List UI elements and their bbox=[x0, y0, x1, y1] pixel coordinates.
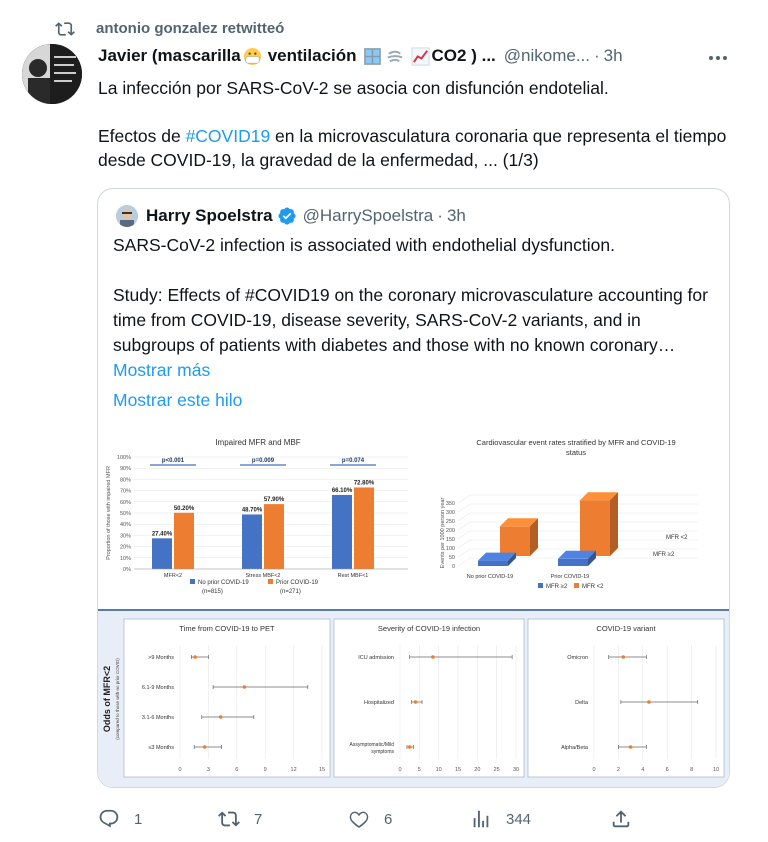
forest1-xtick: 0 bbox=[178, 767, 182, 773]
forest2-title: Severity of COVID-19 infection bbox=[377, 624, 481, 633]
forest2-category-label: symptoms bbox=[371, 749, 394, 755]
chart1-bar bbox=[242, 514, 262, 569]
forest3-point-estimate bbox=[621, 655, 625, 659]
chart1-bar bbox=[264, 504, 284, 569]
quoted-author-avatar[interactable] bbox=[116, 205, 138, 227]
quoted-author-handle[interactable]: @HarrySpoelstra bbox=[302, 206, 434, 225]
share-action[interactable] bbox=[610, 808, 632, 830]
chart2-bar-side bbox=[610, 492, 618, 556]
share-icon bbox=[610, 808, 632, 830]
chart1-ytick: 30% bbox=[119, 533, 131, 540]
retweet-header bbox=[60, 20, 284, 37]
more-options-icon[interactable] bbox=[706, 46, 730, 70]
forest1-title: Time from COVID-19 to PET bbox=[179, 624, 275, 633]
study-figure[interactable] bbox=[98, 433, 730, 788]
forest3-category-label: Alpha/Beta bbox=[561, 745, 588, 751]
quoted-tweet[interactable] bbox=[97, 188, 730, 788]
chart1-legend-n: (n=815) bbox=[202, 589, 223, 595]
forest3-category-label: Delta bbox=[575, 700, 588, 706]
forest1-category-label: >9 Months bbox=[148, 655, 174, 661]
forest3-category-label: Omicron bbox=[567, 655, 588, 661]
forest3-xtick: 10 bbox=[712, 767, 720, 773]
chart1-data-label: 57.90% bbox=[263, 497, 285, 504]
chart1-data-label: 66.10% bbox=[331, 487, 353, 494]
chart2-ytick: 0 bbox=[451, 564, 455, 570]
forest2-xtick: 15 bbox=[454, 767, 462, 773]
tweet-timestamp[interactable]: 3h bbox=[603, 46, 623, 65]
reply-action[interactable] bbox=[98, 808, 218, 830]
forest1-category-label: 6.1-9 Months bbox=[141, 685, 174, 691]
chart1-legend-swatch bbox=[268, 579, 273, 584]
forest2-panel bbox=[334, 619, 524, 777]
window-emoji-icon bbox=[363, 47, 382, 66]
heart-icon bbox=[348, 808, 370, 830]
chart1-ytick: 60% bbox=[119, 499, 131, 506]
retweet-icon bbox=[55, 19, 75, 39]
forest2-point-estimate bbox=[431, 655, 435, 659]
forest3-point-estimate bbox=[647, 700, 651, 704]
wind-emoji-icon bbox=[386, 47, 405, 66]
forest1-xtick: 12 bbox=[290, 767, 297, 773]
chart1-ylabel: Proportion of those with impaired MFR bbox=[106, 466, 112, 560]
forest3-xtick: 2 bbox=[616, 767, 620, 773]
forest3-xtick: 0 bbox=[592, 767, 596, 773]
chart1-data-label: 27.40% bbox=[151, 531, 173, 538]
chart1-legend-label: Prior COVID-19 bbox=[276, 580, 319, 586]
chart2-legend-swatch bbox=[538, 583, 543, 588]
tweet-paragraph-2-prefix: Efectos de bbox=[98, 126, 186, 146]
chart1-data-label: 50.20% bbox=[173, 505, 195, 512]
chart1-ytick: 10% bbox=[119, 555, 131, 562]
author-name[interactable] bbox=[98, 46, 496, 66]
forest2-category-label: Hospitalized bbox=[364, 700, 394, 706]
quoted-tweet-text bbox=[113, 233, 713, 383]
show-thread-link[interactable]: Mostrar este hilo bbox=[113, 390, 243, 410]
forest-ylabel: Odds of MFR<2 bbox=[102, 665, 112, 733]
forest1-panel bbox=[124, 619, 330, 777]
chart1-ytick: 90% bbox=[119, 466, 131, 473]
quoted-tweet-header bbox=[116, 205, 466, 227]
chart1-title: Impaired MFR and MBF bbox=[215, 438, 301, 447]
forest2-category-label: ICU admission bbox=[358, 655, 394, 661]
chart1-category-label: Stress MBF<2 bbox=[245, 573, 281, 579]
chart2-bar-front bbox=[478, 561, 508, 566]
forest3-title: COVID-19 variant bbox=[596, 624, 656, 633]
views-action[interactable] bbox=[470, 808, 610, 830]
quoted-paragraph-2 bbox=[113, 283, 713, 383]
tweet-text bbox=[98, 76, 738, 196]
forest1-xtick: 3 bbox=[206, 767, 210, 773]
author-name-part1: Javier (mascarilla bbox=[98, 46, 241, 65]
chart2-background bbox=[420, 435, 728, 607]
chart1-legend-swatch bbox=[190, 579, 195, 584]
chart2-legend-swatch bbox=[574, 583, 579, 588]
quoted-author-name[interactable]: Harry Spoelstra bbox=[146, 206, 273, 225]
forest2-xtick: 5 bbox=[417, 767, 421, 773]
chart1-legend-n: (n=271) bbox=[280, 589, 301, 595]
chart1-bar bbox=[152, 538, 172, 569]
chart2-legend-label: MFR <2 bbox=[582, 584, 604, 590]
forest1-point-estimate bbox=[219, 715, 223, 719]
forest2-xtick: 30 bbox=[512, 767, 520, 773]
chart2-title: Cardiovascular event rates stratified by MFR and COVID-19 bbox=[476, 438, 676, 447]
quoted-paragraph-1: SARS-CoV-2 infection is associated with endothelial dysfunction. bbox=[113, 235, 615, 255]
forest3-xtick: 6 bbox=[665, 767, 669, 773]
chart1-category-label: MFR<2 bbox=[163, 573, 183, 579]
chart2-depth-label: MFR ≥2 bbox=[653, 552, 675, 558]
chart2-bar-front bbox=[580, 500, 610, 556]
forest2-xtick: 0 bbox=[398, 767, 402, 773]
retweet-label[interactable]: antonio gonzalez retwitteó bbox=[96, 20, 285, 37]
forest2-xtick: 25 bbox=[493, 767, 500, 773]
forest3-xtick: 4 bbox=[641, 767, 645, 773]
forest1-category-label: ≤3 Months bbox=[148, 745, 174, 751]
chart2-ylabel: Events per 1000 person year bbox=[440, 497, 446, 569]
chart1-ytick: 50% bbox=[119, 511, 131, 517]
chart1-ytick: 80% bbox=[119, 477, 131, 484]
tweet-header bbox=[98, 46, 748, 66]
chart2-ytick: 300 bbox=[445, 510, 455, 516]
forest2-category-label: Assymptomatic/Mild bbox=[349, 742, 394, 748]
retweet-icon bbox=[218, 808, 240, 830]
forest3-xtick: 8 bbox=[690, 767, 694, 773]
chart1-pvalue: p=0.074 bbox=[341, 458, 365, 464]
tweet-paragraph-2 bbox=[98, 124, 738, 172]
forest3-point-estimate bbox=[629, 745, 633, 749]
author-name-part3: CO2 ) ... bbox=[431, 46, 496, 65]
forest1-point-estimate bbox=[203, 745, 207, 749]
chart2-category-label: Prior COVID-19 bbox=[550, 574, 590, 580]
forest1-point-estimate bbox=[193, 655, 197, 659]
chart2-category-label: No prior COVID-19 bbox=[466, 574, 514, 580]
chart1-ytick: 100% bbox=[116, 455, 131, 461]
chart1-ytick: 20% bbox=[119, 544, 131, 551]
reply-icon bbox=[98, 808, 120, 830]
chart2-legend-label: MFR ≥2 bbox=[546, 584, 568, 590]
chart1-bar bbox=[354, 487, 374, 569]
chart2-ytick: 350 bbox=[445, 501, 455, 507]
forest2-point-estimate bbox=[408, 745, 412, 749]
forest2-point-estimate bbox=[414, 700, 418, 704]
separator-dot: · bbox=[594, 46, 600, 65]
chart2-depth-label: MFR <2 bbox=[666, 535, 688, 541]
forest1-xtick: 6 bbox=[235, 767, 239, 773]
chart1-bar bbox=[332, 495, 352, 569]
forest2-xtick: 20 bbox=[474, 767, 481, 773]
forest1-xtick: 9 bbox=[263, 767, 267, 773]
quoted-timestamp[interactable]: 3h bbox=[446, 206, 466, 225]
chart1-category-label: Rest MBF<1 bbox=[337, 573, 369, 579]
hashtag-link[interactable]: #COVID19 bbox=[185, 126, 271, 146]
like-count: 6 bbox=[384, 810, 393, 828]
action-bar bbox=[98, 808, 658, 830]
chart2-ytick: 150 bbox=[445, 537, 455, 543]
author-handle[interactable]: @nikome... bbox=[503, 46, 590, 65]
chart1-pvalue: p=0.009 bbox=[251, 458, 275, 464]
chart1-pvalue: p<0.001 bbox=[161, 458, 185, 464]
chart2-ytick: 50 bbox=[448, 555, 455, 561]
retweet-action[interactable] bbox=[218, 808, 348, 830]
chart2-ytick: 200 bbox=[445, 528, 455, 534]
chart1-legend-label: No prior COVID-19 bbox=[198, 580, 249, 586]
forest2-xtick: 10 bbox=[435, 767, 442, 773]
tweet-paragraph-2-suffix: en la microvasculatura coronaria que representa el tiempo desde COVID-19, la gravedad de la enfermedad, ... (1/3) bbox=[98, 126, 727, 170]
chart1-data-label: 48.70% bbox=[241, 507, 263, 514]
show-more-link[interactable]: Mostrar más bbox=[113, 360, 211, 380]
chart1-ytick: 70% bbox=[119, 488, 131, 495]
reply-count: 1 bbox=[134, 810, 143, 828]
author-avatar[interactable] bbox=[22, 44, 82, 104]
chart2-bar-front bbox=[558, 559, 588, 566]
chart1-ytick: 0% bbox=[123, 567, 131, 573]
chart2-ytick: 250 bbox=[445, 519, 455, 525]
chart-up-emoji-icon bbox=[411, 47, 430, 66]
chart1-ytick: 40% bbox=[119, 522, 131, 529]
tweet-paragraph-1: La infección por SARS-CoV-2 se asocia con disfunción endotelial. bbox=[98, 78, 609, 98]
figure-divider bbox=[98, 609, 730, 611]
forest1-xtick: 15 bbox=[318, 767, 326, 773]
quoted-paragraph-2-text: Study: Effects of #COVID19 on the coronary microvasculature accounting for time from COVID-19, disease severity, SARS-CoV-2 variants, and in subgroups of patients with diabetes and those with no known coronary… bbox=[113, 285, 708, 355]
author-name-part2: ventilación bbox=[267, 46, 357, 65]
chart1-data-label: 72.80% bbox=[353, 480, 375, 487]
analytics-icon bbox=[470, 808, 492, 830]
forest-ylabel-sub: (compared to those with no prior COVID) bbox=[115, 658, 120, 740]
chart2-ytick: 100 bbox=[445, 546, 455, 552]
forest1-point-estimate bbox=[243, 685, 247, 689]
mask-emoji-icon bbox=[243, 47, 262, 66]
verified-badge-icon bbox=[277, 206, 297, 226]
quoted-separator-dot: · bbox=[437, 206, 443, 225]
forest1-category-label: 3.1-6 Months bbox=[141, 715, 174, 721]
forest3-panel bbox=[528, 619, 724, 777]
like-action[interactable] bbox=[348, 808, 470, 830]
retweet-count: 7 bbox=[254, 810, 263, 828]
views-count: 344 bbox=[506, 810, 532, 828]
chart2-title-line2: status bbox=[565, 448, 587, 457]
chart2-bar-front bbox=[500, 526, 530, 556]
chart1-bar bbox=[174, 513, 194, 569]
